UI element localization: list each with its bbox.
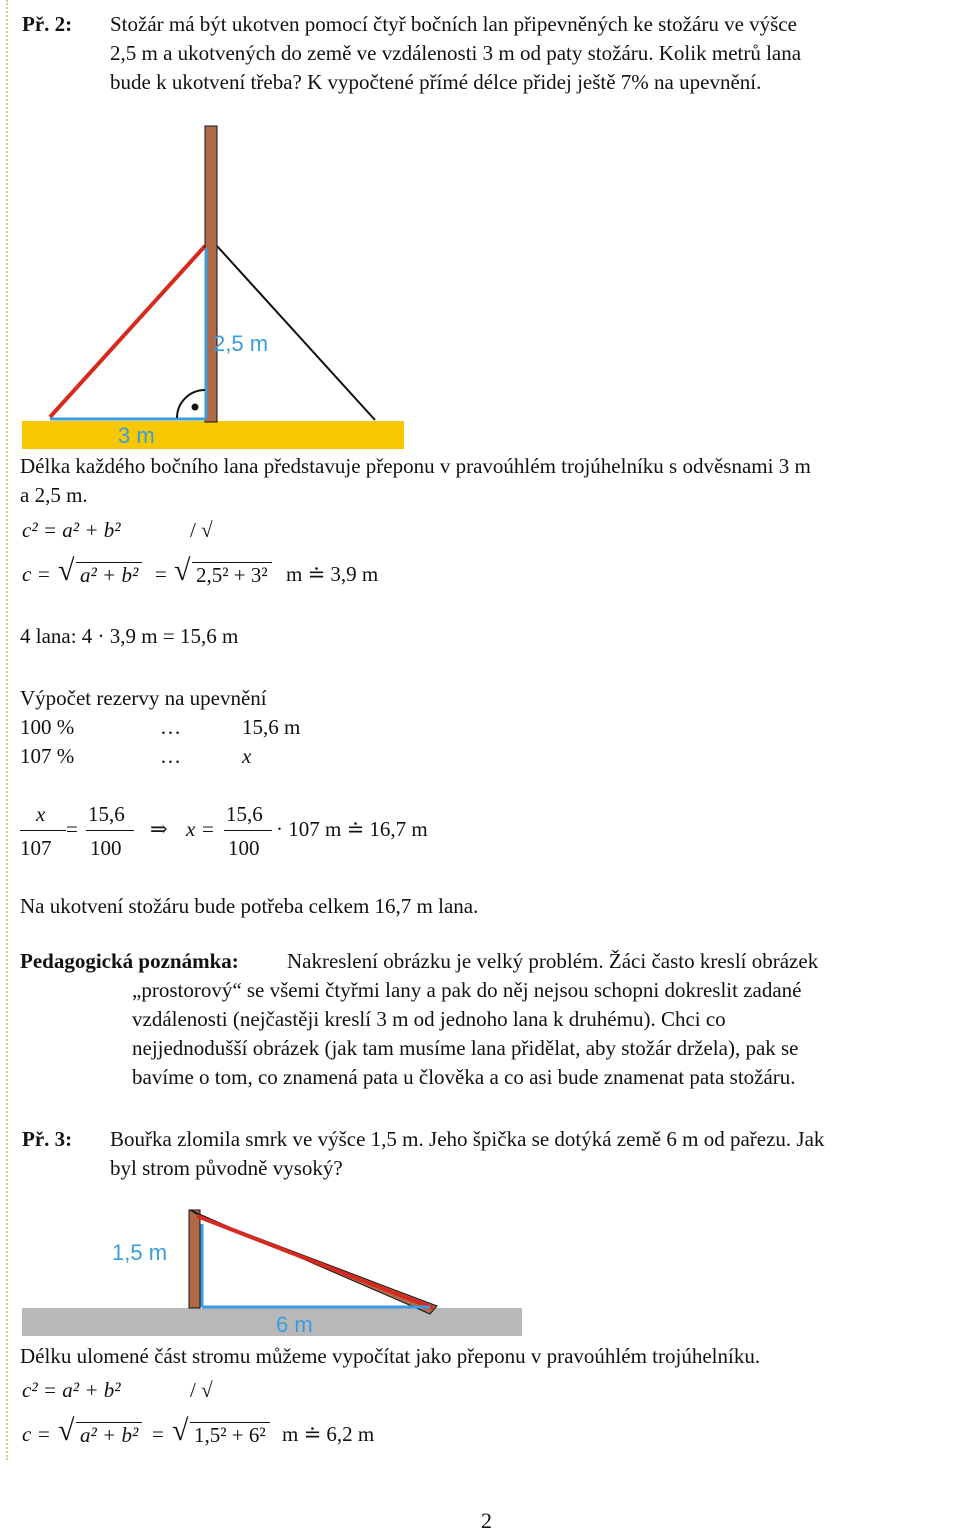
radicand-ab: a² + b² <box>76 1422 142 1448</box>
tree-stump <box>189 1210 200 1308</box>
tree-figure <box>0 1200 540 1345</box>
task-line: Bouřka zlomila smrk ve výšce 1,5 m. Jeho špička se dotýká země 6 m od pařezu. Jak <box>110 1127 825 1151</box>
sqrt-sign: √ <box>172 1414 189 1447</box>
note-line: Nakreslení obrázku je velký problém. Žáci často kreslí obrázek <box>287 949 819 973</box>
note-label: Pedagogická poznámka: <box>20 949 239 973</box>
exercise-2-label: Př. 2: <box>22 12 73 36</box>
explanation-line: Délku ulomené část stromu můžeme vypočítat jako přeponu v pravoúhlém trojúhelníku. <box>20 1344 761 1368</box>
fraction-bar <box>20 830 66 831</box>
explanation-line: Délka každého bočního lana představuje přeponu v pravoúhlém trojúhelníku s odvěsnami 3 m <box>20 454 811 478</box>
pythagoras-equation: c² = a² + b² <box>22 1378 121 1402</box>
right-angle-dot <box>192 404 199 411</box>
exercise-3-label: Př. 3: <box>22 1127 73 1151</box>
note-line: vzdálenosti (nejčastěji kreslí 3 m od jednoho lana k druhému). Chci co <box>132 1007 726 1031</box>
reserve-row-value: 15,6 m <box>242 715 301 739</box>
fraction-denominator: 107 <box>20 836 52 860</box>
equals-sign: = <box>155 562 167 586</box>
height-label: 2,5 m <box>213 331 269 356</box>
equals-sign: = <box>152 1422 164 1446</box>
fraction-numerator: 15,6 <box>88 802 125 826</box>
fraction-denominator: 100 <box>90 836 122 860</box>
sqrt-operation: / √ <box>190 1378 213 1402</box>
fraction-bar <box>86 830 134 831</box>
sqrt-sign: √ <box>58 554 75 587</box>
four-ropes-total: 4 lana: 4 · 3,9 m = 15,6 m <box>20 624 239 648</box>
explanation-line: a 2,5 m. <box>20 483 88 507</box>
c-equals: c = <box>22 1422 51 1446</box>
task-line: 2,5 m a ukotvených do země ve vzdálenosti 3 m od paty stožáru. Kolik metrů lana <box>110 41 802 65</box>
task-line: byl strom původně vysoký? <box>110 1156 343 1180</box>
result-length: m ≐ 6,2 m <box>282 1422 375 1446</box>
x-equals: x = <box>186 817 215 841</box>
right-angle-arc <box>177 390 205 418</box>
note-line: nejjednodušší obrázek (jak tam musíme lana přidělat, aby stožár držela), pak se <box>132 1036 799 1060</box>
fraction-numerator: x <box>36 802 46 826</box>
sqrt-operation: / √ <box>190 518 213 542</box>
reserve-row-dots: … <box>160 744 181 768</box>
fraction-bar <box>224 830 272 831</box>
task-line: Stožár má být ukotven pomocí čtyř bočních lan připevněných ke stožáru ve výšce <box>110 12 797 36</box>
radicand-ab: a² + b² <box>76 562 142 588</box>
fraction-numerator: 15,6 <box>226 802 263 826</box>
height-label: 1,5 m <box>112 1240 168 1265</box>
ground-strip <box>22 421 404 449</box>
c-equals: c = <box>22 562 51 586</box>
note-line: „prostorový“ se všemi čtyřmi lany a pak do něj nejsou schopni dokreslit zadané <box>132 978 802 1002</box>
radicand-values: 1,5² + 6² <box>190 1422 270 1448</box>
sqrt-sign: √ <box>174 554 191 587</box>
note-line: bavíme o tom, co znamená pata u člověka a co asi bude znamenat pata stožáru. <box>132 1065 796 1089</box>
mast-figure <box>0 118 420 458</box>
reserve-row-value: x <box>242 744 252 768</box>
reserve-title: Výpočet rezervy na upevnění <box>20 686 267 710</box>
reserve-row-pct: 100 % <box>20 715 75 739</box>
equals-sign: = <box>66 817 78 841</box>
ground-strip <box>22 1308 522 1336</box>
answer: Na ukotvení stožáru bude potřeba celkem 16,7 m lana. <box>20 894 479 918</box>
implies-arrow: ⇒ <box>150 817 168 841</box>
reserve-row-dots: … <box>160 715 181 739</box>
base-label: 6 m <box>276 1312 313 1337</box>
hypotenuse <box>197 1216 433 1308</box>
reserve-row-pct: 107 % <box>20 744 75 768</box>
result-reserve: · 107 m ≐ 16,7 m <box>276 817 428 841</box>
sqrt-sign: √ <box>58 1414 75 1447</box>
pythagoras-equation: c² = a² + b² <box>22 518 121 542</box>
result-length: m ≐ 3,9 m <box>286 562 379 586</box>
base-label: 3 m <box>118 423 155 448</box>
radicand-values: 2,5² + 3² <box>192 562 272 588</box>
page-number: 2 <box>481 1508 492 1533</box>
rope-left <box>50 246 205 417</box>
fraction-denominator: 100 <box>228 836 260 860</box>
task-line: bude k ukotvení třeba? K vypočtené přímé délce přidej ještě 7% na upevnění. <box>110 70 762 94</box>
